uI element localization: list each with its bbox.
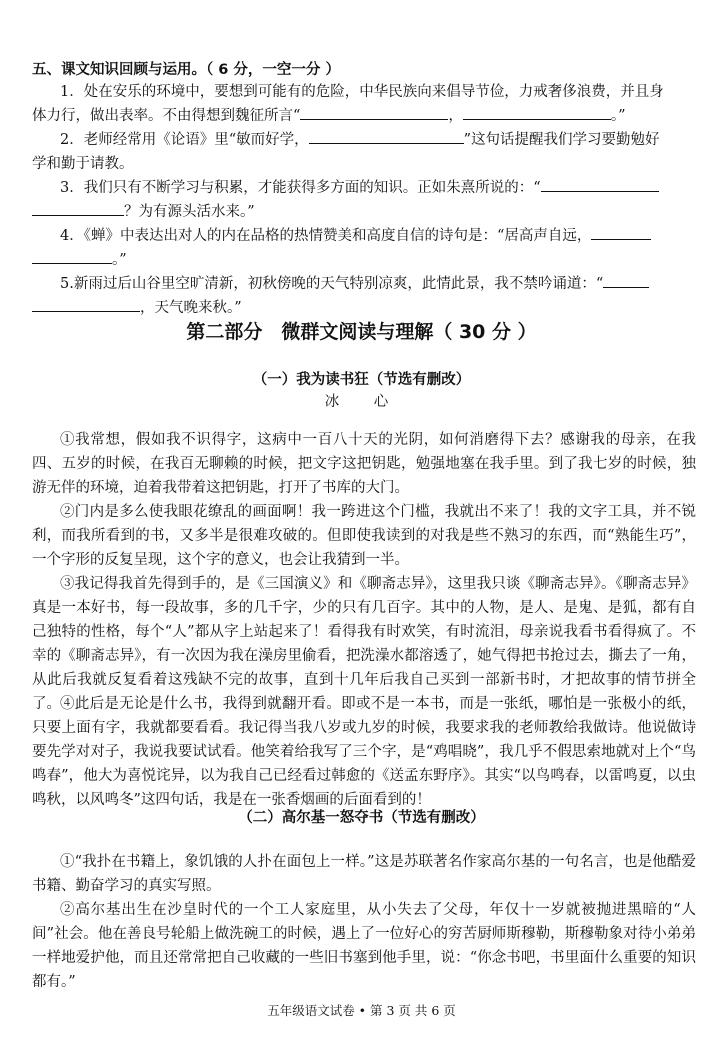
answer-blank-5[interactable] <box>591 224 651 240</box>
question-1: 1．处在安乐的环境中，要想到可能有的危险，中华民族向来倡导节俭，力戒奢侈浪费，并且身 体力行，做出表率。不由得想到魏征所言“ ， 。” <box>32 84 664 124</box>
answer-blank-6-cont[interactable] <box>32 296 140 312</box>
answer-blank-1[interactable] <box>300 104 448 120</box>
page-footer: 五年级语文试卷 • 第 3 页 共 6 页 <box>267 1003 456 1018</box>
question-5: 5.新雨过后山谷里空旷清新，初秋傍晚的天气特别凉爽，此情此景，我不禁吟诵道：“ ，天气晚来秋。” <box>32 272 696 320</box>
part-title: 第二部分 微群文阅读与理解（ 30 分 ） <box>186 321 537 343</box>
article-1-paragraph-4: ④此后是无论是什么书，我得到就翻开看。即或不是一本书，而是一张纸，哪怕是一张极小的纸，只要上面有字，我就都要看看。我记得当我八岁或九岁的时候，我要求我的老师教给我做诗。他说做诗要先学对对子，我说我要试试看。他笑着给我写了三个字，是“鸡唱晓”，我几乎不假思索地就对上个“鸟鸣春”，他大为喜悦诧异，以为我自己已经看过韩愈的《送孟东野序》。其实“以鸟鸣春，以雷鸣夏，以虫鸣秋，以风鸣冬”这四句话，我是在一张香烟画的后面看到的！ <box>32 696 696 808</box>
answer-blank-4[interactable] <box>541 176 659 192</box>
answer-blank-6[interactable] <box>603 272 649 288</box>
article-2-title: （二）高尔基一怒夺书（节选有删改） <box>238 810 485 826</box>
answer-blank-3[interactable] <box>309 128 464 144</box>
answer-blank-5-cont[interactable] <box>32 248 112 264</box>
question-4: 4．《蝉》中表达出对人的内在品格的热情赞美和高度自信的诗句是：“居高声自远， 。” <box>32 224 696 272</box>
question-2: 2．老师经常用《论语》里“敏而好学， ”这句话提醒我们学习要勤勉好 学和勤于请教。 <box>32 128 696 176</box>
question-3: 3．我们只有不断学习与积累，才能获得多方面的知识。正如朱熹所说的：“ ？为有源头活水来。” <box>32 176 696 224</box>
section-title: 五、课文知识回顾与运用。（ 6 分，一空一分 ） <box>32 62 340 78</box>
article-1-paragraph-1: ①我常想，假如我不识得字，这病中一百八十天的光阴，如何消磨得下去？感谢我的母亲，在我四、五岁的时候，在我百无聊赖的时候，把文字这把钥匙，勉强地塞在我手里。到了我七岁的时候，独游无伴的环境，迫着我带着这把钥匙，打开了书库的大门。 <box>32 432 696 496</box>
article-1-paragraph-2: ②门内是多么使我眼花缭乱的画面啊！我一跨进这个门槛，我就出不来了！我的文字工具，并不锐利，而我所看到的书，又多半是很难攻破的。但即使我读到的对我是些不熟习的东西，而“熟能生巧”，一个字形的反复呈现，这个字的意义，也会让我猜到一半。 <box>32 504 696 568</box>
article-1-paragraph-3: ③我记得我首先得到手的，是《三国演义》和《聊斋志异》，这里我只谈《聊斋志异》。《聊斋志异》真是一本好书，每一段故事，多的几千字，少的只有几百字。其中的人物，是人、是鬼、是狐，都有自己独特的性格，每个“人”都从字上站起来了！看得我有时欢笑，有时流泪，母亲说我看书看得疯了。不幸的《聊斋志异》，有一次因为我在澡房里偷看，把洗澡水都溶透了，她气得把书抢过去，撕去了一角，从此后我就反复看着这残缺不完的故事，直到十几年后我自己买到一部新书时，才把故事的情节拼全了。 <box>32 576 696 712</box>
article-2-paragraph-2: ②高尔基出生在沙皇时代的一个工人家庭里，从小失去了父母，年仅十一岁就被抛进黑暗的“人间”社会。他在善良号轮船上做洗碗工的时候，遇上了一位好心的穷苦厨师斯穆勒，斯穆勒象对待小弟弟一样地爱护他，而且还常常把自己收藏的一些旧书塞到他手里，说：“你念书吧，书里面什么重要的知识都有。” <box>32 902 696 990</box>
answer-blank-2[interactable] <box>463 104 611 120</box>
article-2-paragraph-1: ①“我扑在书籍上，象饥饿的人扑在面包上一样。”这是苏联著名作家高尔基的一句名言，也是他酷爱书籍、勤奋学习的真实写照。 <box>32 854 696 894</box>
article-1-author: 冰 心 <box>324 394 399 410</box>
article-1-title: （一）我为读书狂（节选有删改） <box>252 372 471 388</box>
answer-blank-4-cont[interactable] <box>32 200 124 216</box>
